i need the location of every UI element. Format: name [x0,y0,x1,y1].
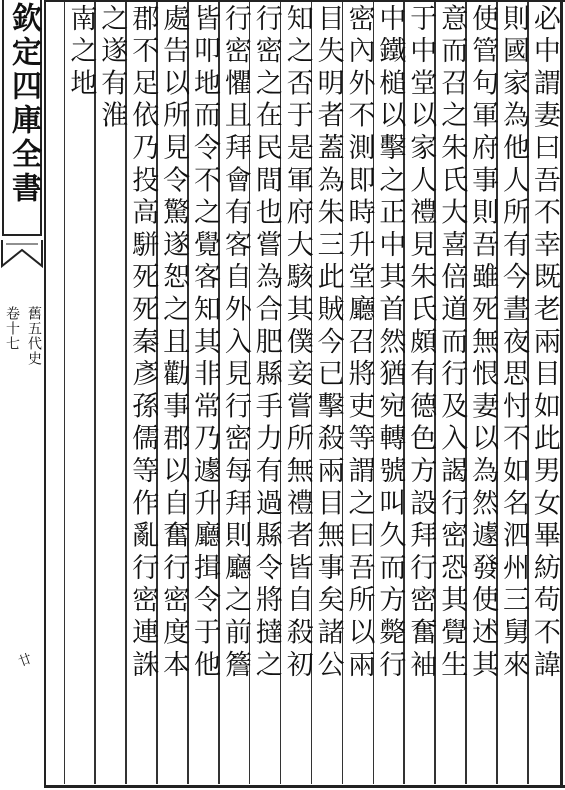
page-margin [0,0,44,790]
text-column: 郡不足依乃投高駢死死秦彥孫儒等作亂行密連誅 [127,4,159,683]
text-column: 行密懼且拜會有客自外入見行密每拜則廳之前簷 [219,4,251,683]
book-name: 舊五代史 [26,306,42,366]
text-column: 南之地 [65,4,97,101]
volume-label: 卷十七 [4,306,20,351]
frame-border-bottom [44,785,565,788]
fishtail-ornament-icon [0,240,44,270]
frame-border-top [44,0,565,2]
frame-border-right [560,0,563,788]
text-column: 處告以所見令驚遂恕之且勸事郡以自奮行密度本 [158,4,190,683]
leaf-number: 廿 [16,651,35,671]
text-column: 意而召之朱氏大喜倍道而行及入謁行密恐其覺生 [436,4,468,683]
text-column: 皆叩地而令不之覺客知其非常乃遽升廳揖令于他 [188,4,220,683]
text-column: 中鐵槌以擊之正中其首然猶宛轉號叫久而方斃行 [374,4,406,683]
text-column: 目失明者蓋為朱三此賊今已擊殺兩目無事矣諸公 [312,4,344,683]
text-column: 于中堂以家人禮見朱氏頗有德色方設拜行密奮袖 [405,4,437,683]
text-column: 密內外不測即時升堂廳召將吏等謂之曰吾所以兩 [343,4,375,683]
text-column: 之遂有淮 [96,4,128,134]
text-column: 則國家為他人所有今晝夜思忖不如名泗州三舅來 [497,4,529,683]
text-column: 知之否于是軍府大駭其僕妾嘗所無禮者皆自殺初 [281,4,313,683]
title-box [2,0,42,236]
frame-border-left [44,0,46,788]
text-column: 必中謂妻曰吾不幸既老兩目如此男女畢紡苟不諱 [528,4,560,683]
collection-title: 欽定四庫全書 [6,2,41,206]
text-column: 行密之在民間也嘗為合肥縣手力有過縣令將撻之 [250,4,282,683]
column-rule [64,2,66,784]
text-column: 使管句軍府事則吾雖死無恨妻以為然遽發使述其 [467,4,499,683]
